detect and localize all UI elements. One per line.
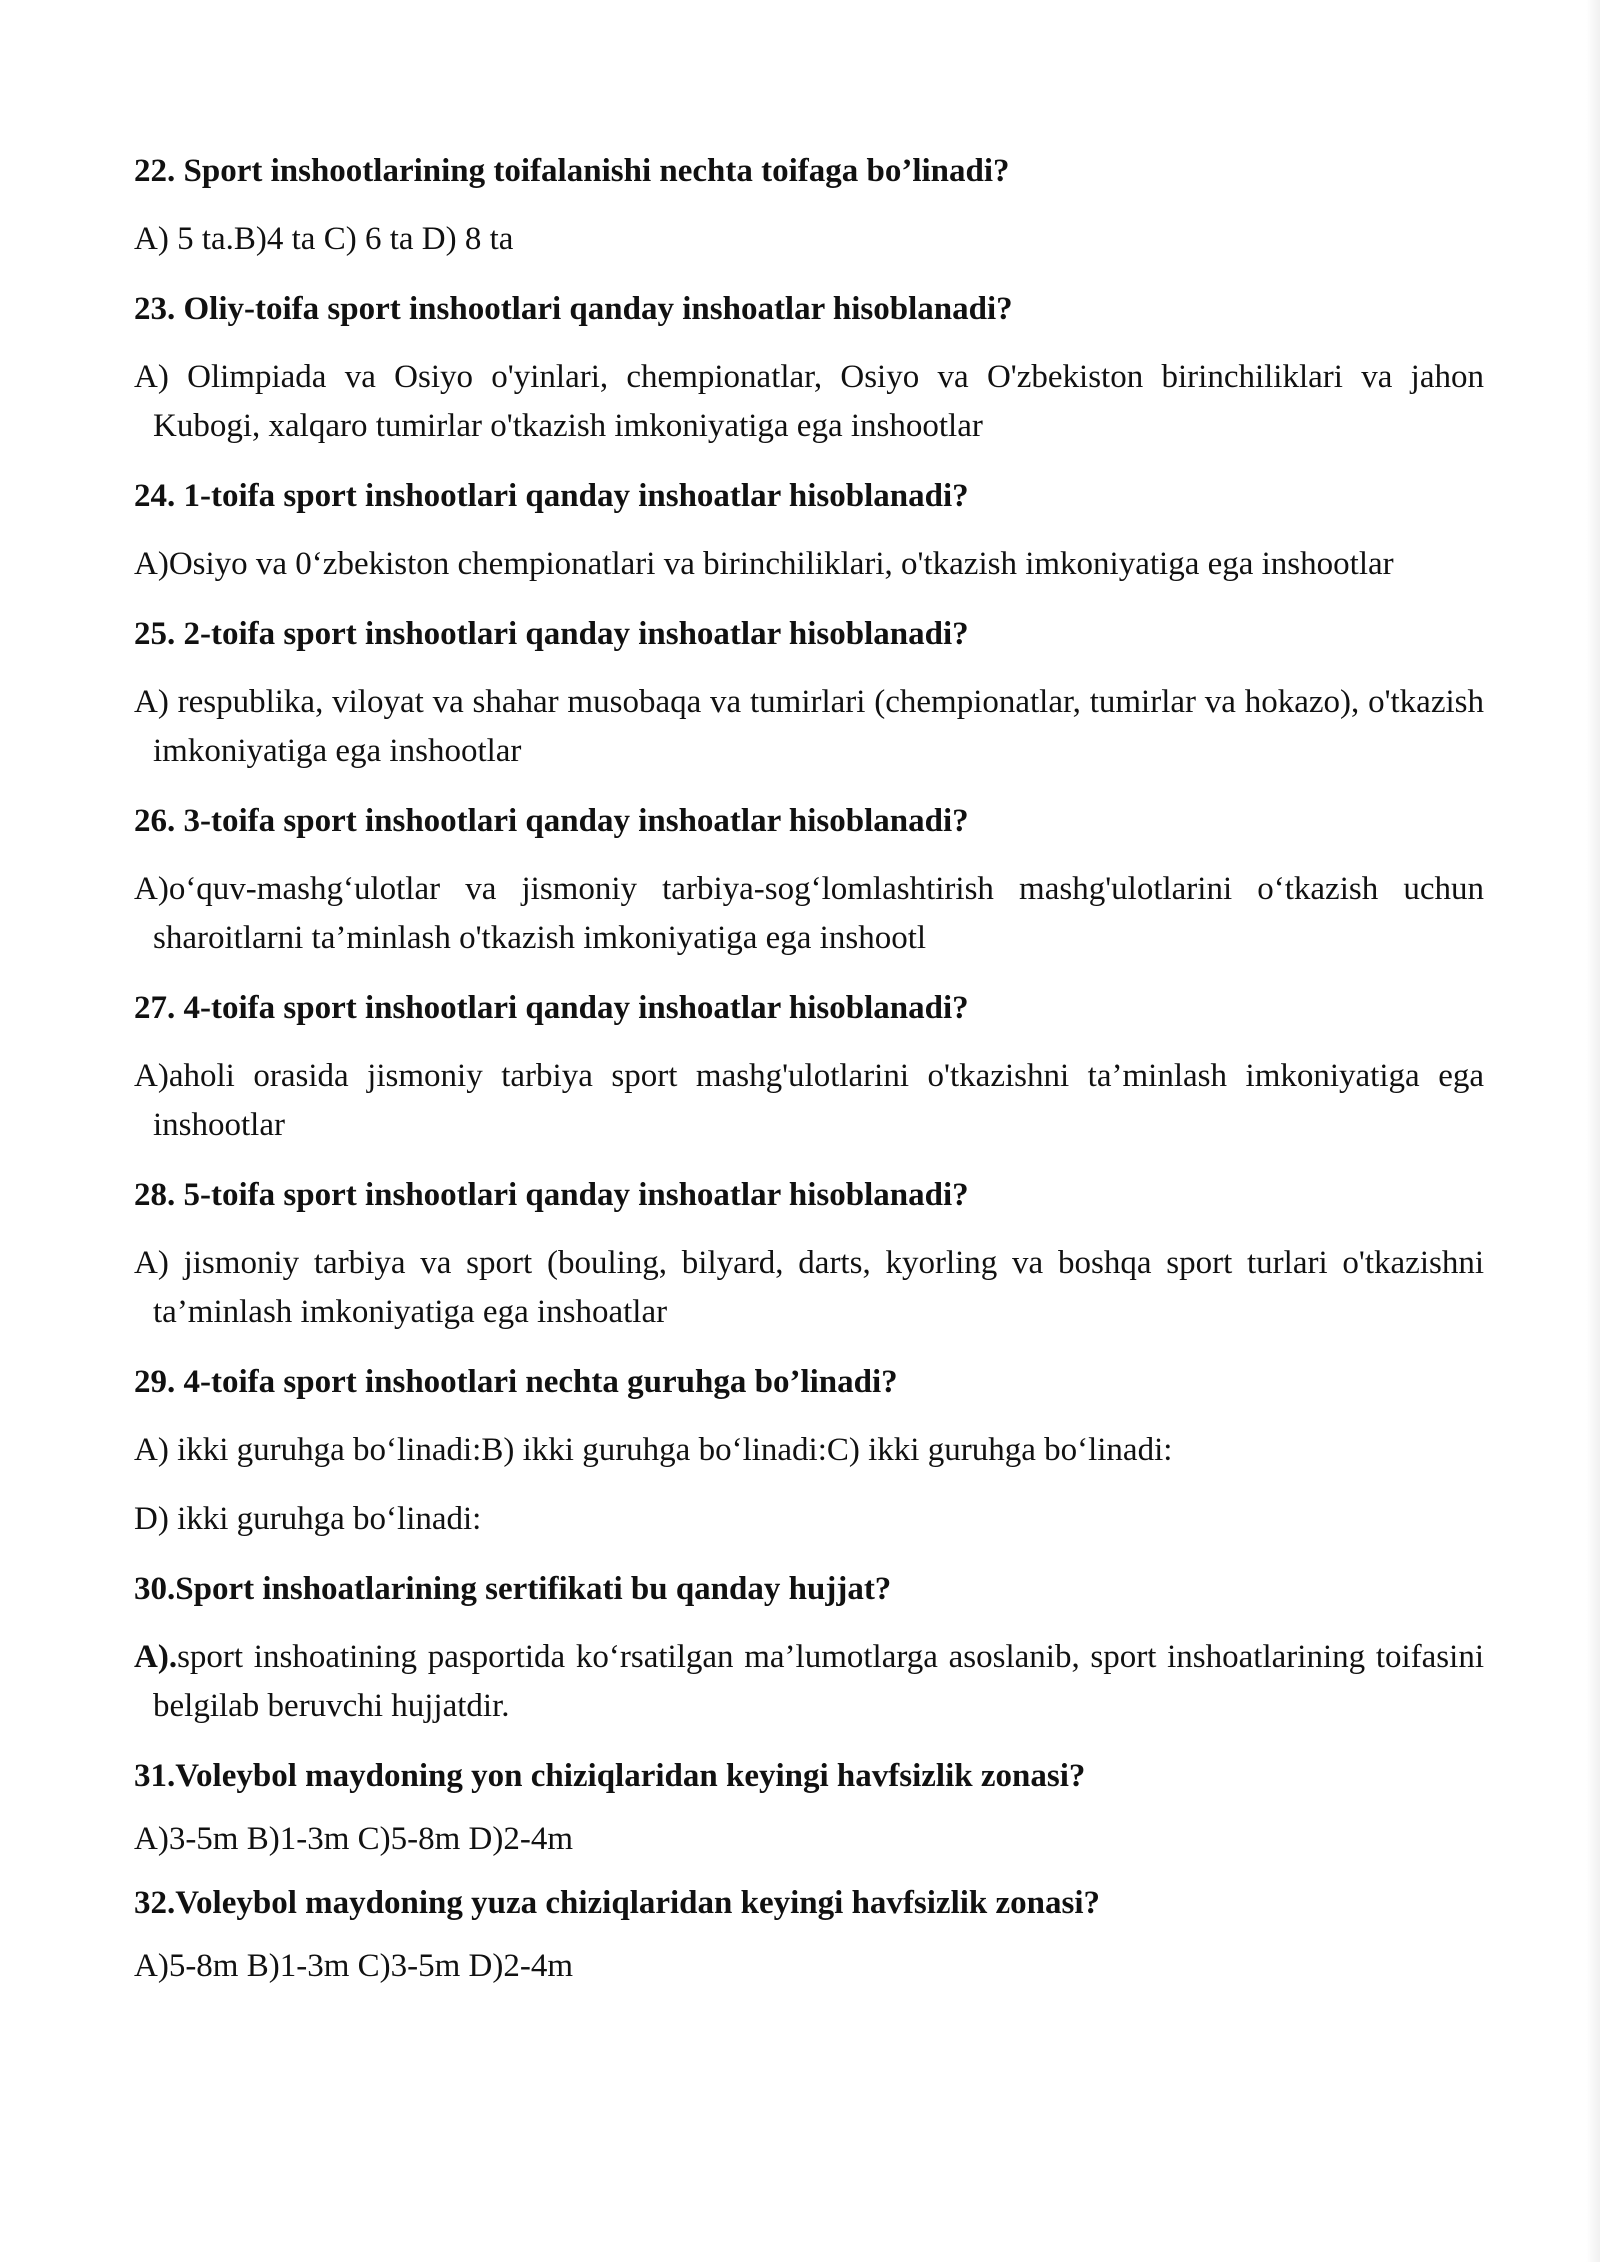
question-22: 22. Sport inshootlarining toifalanishi nechta toifaga bo’linadi? — [134, 153, 1010, 189]
question-29: 29. 4-toifa sport inshootlari nechta guruhga bo’linadi? — [134, 1364, 898, 1400]
page-edge-shadow — [1586, 0, 1600, 2262]
question-23: 23. Oliy-toifa sport inshootlari qanday inshoatlar hisoblanadi? — [134, 291, 1013, 327]
answer-32: A)5-8m B)1-3m C)3-5m D)2-4m — [134, 1948, 574, 1984]
answer-27: A)aholi orasida jismoniy tarbiya sport mashg'ulotlarini o'tkazishni ta’minlash imkoniyatiga ega inshootlar — [134, 1058, 1484, 1143]
question-32: 32.Voleybol maydoning yuza chiziqlaridan keyingi havfsizlik zonasi? — [134, 1885, 1101, 1921]
answer-25: A) respublika, viloyat va shahar musobaqa va tumirlari (chempionatlar, tumirlar va hokazo), o'tkazish imkoniyatiga ega inshootlar — [134, 684, 1484, 769]
answer-29-extra: D) ikki guruhga bo‘linadi: — [134, 1501, 482, 1537]
answer-29: A) ikki guruhga bo‘linadi:B) ikki guruhga bo‘linadi:C) ikki guruhga bo‘linadi: — [134, 1432, 1173, 1468]
answer-28: A) jismoniy tarbiya va sport (bouling, bilyard, darts, kyorling va boshqa sport turlari o'tkazishni ta’minlash imkoniyatiga ega inshoatlar — [134, 1245, 1484, 1330]
answer-30-text: sport inshoatining pasportida ko‘rsatilgan ma’lumotlarga asoslanib, sport inshoatlarining toifasini belgilab beruvchi hujjatdir. — [153, 1639, 1484, 1724]
question-24: 24. 1-toifa sport inshootlari qanday inshoatlar hisoblanadi? — [134, 478, 969, 514]
answer-30 — [134, 1633, 1484, 1731]
question-27: 27. 4-toifa sport inshootlari qanday inshoatlar hisoblanadi? — [134, 990, 969, 1026]
question-30: 30.Sport inshoatlarining sertifikati bu qanday hujjat? — [134, 1571, 892, 1607]
answer-26: A)o‘quv-mashg‘ulotlar va jismoniy tarbiya-sog‘lomlashtirish mashg'ulotlarini o‘tkazish uchun sharoitlarni ta’minlash o'tkazish imkoniyatiga ega inshootl — [134, 871, 1484, 956]
answer-30-prefix: A). — [134, 1639, 178, 1675]
answer-23: A) Olimpiada va Osiyo o'yinlari, chempionatlar, Osiyo va O'zbekiston birinchiliklari va jahon Kubogi, xalqaro tumirlar o'tkazish imkoniyatiga ega inshootlar — [134, 359, 1484, 444]
answer-24: A)Osiyo va 0‘zbekiston chempionatlari va birinchiliklari, o'tkazish imkoniyatiga ega inshootlar — [134, 546, 1394, 582]
answer-22: A) 5 ta.B)4 ta C) 6 ta D) 8 ta — [134, 221, 514, 257]
question-26: 26. 3-toifa sport inshootlari qanday inshoatlar hisoblanadi? — [134, 803, 969, 839]
question-28: 28. 5-toifa sport inshootlari qanday inshoatlar hisoblanadi? — [134, 1177, 969, 1213]
question-list — [134, 146, 1484, 2005]
question-31: 31.Voleybol maydoning yon chiziqlaridan keyingi havfsizlik zonasi? — [134, 1758, 1086, 1794]
answer-31: A)3-5m B)1-3m C)5-8m D)2-4m — [134, 1821, 574, 1857]
question-25: 25. 2-toifa sport inshootlari qanday inshoatlar hisoblanadi? — [134, 616, 969, 652]
